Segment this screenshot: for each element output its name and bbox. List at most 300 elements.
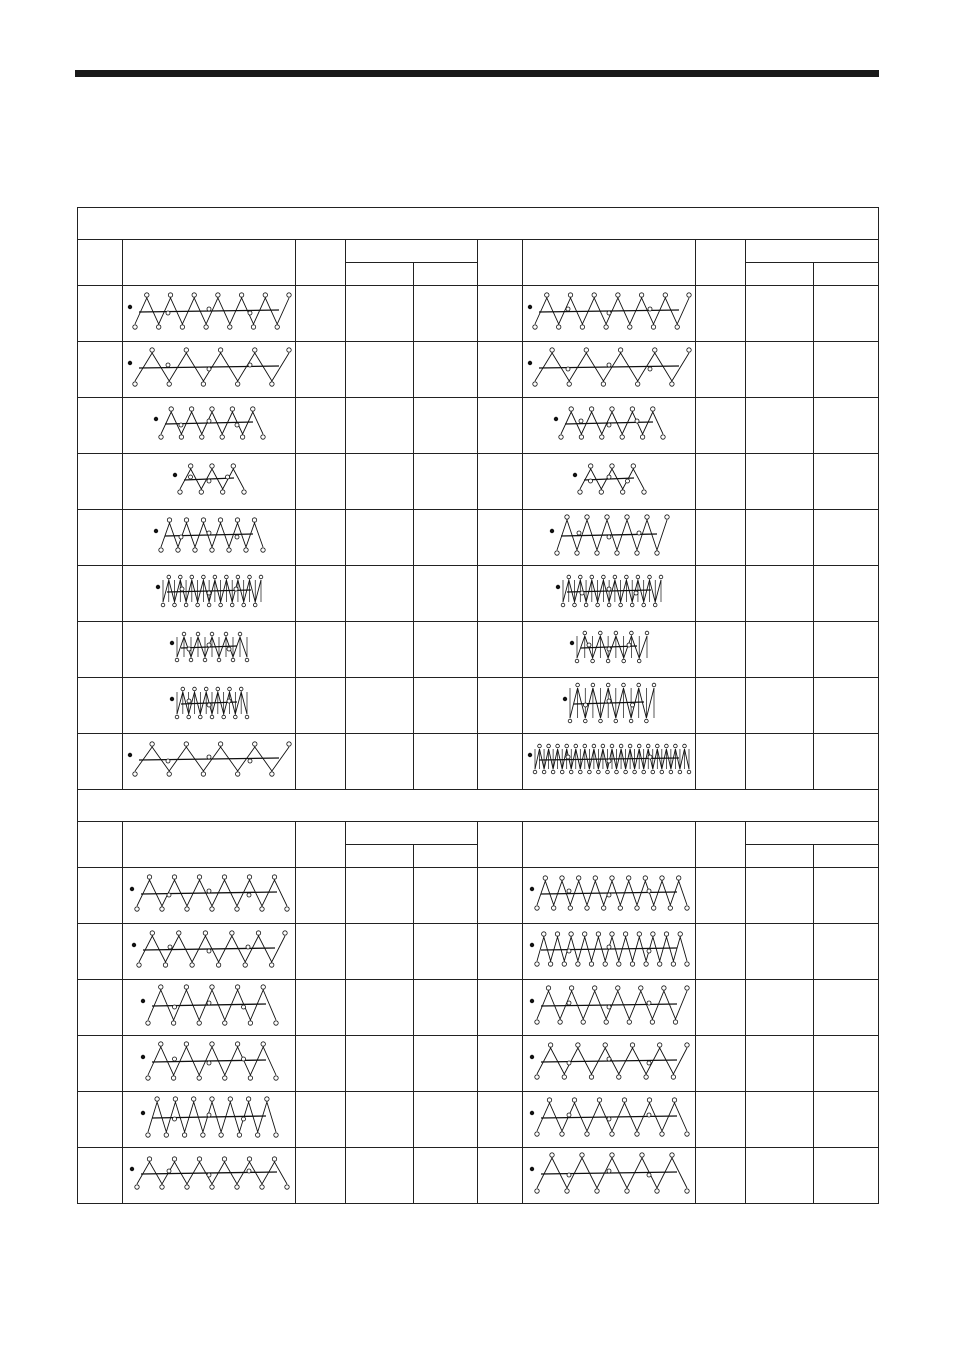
needle-point-marker: [555, 551, 559, 555]
needle-point-marker: [133, 772, 137, 776]
needle-point-marker: [180, 587, 184, 591]
table-row: [78, 342, 879, 398]
needle-point-marker: [603, 1043, 607, 1047]
pattern-value-b: [814, 1148, 879, 1204]
pattern-number: [478, 398, 523, 454]
needle-point-marker: [618, 348, 622, 352]
pattern-value-b: [814, 286, 879, 342]
needle-point-marker: [645, 515, 649, 519]
needle-point-marker: [161, 603, 165, 607]
needle-point-marker: [567, 1001, 571, 1005]
needle-point-marker: [189, 407, 193, 411]
needle-point-marker: [548, 962, 552, 966]
needle-point-marker: [614, 719, 618, 723]
needle-point-marker: [568, 906, 572, 910]
pattern-cell: [523, 1148, 696, 1204]
needle-point-marker: [203, 931, 207, 935]
needle-point-marker: [239, 293, 243, 297]
pattern-cell: [123, 342, 296, 398]
pattern-cell: [123, 510, 296, 566]
needle-point-marker: [626, 479, 630, 483]
needle-point-marker: [576, 962, 580, 966]
needle-point-marker: [650, 1020, 654, 1024]
pattern-cell: [123, 868, 296, 924]
stitch-pattern-diagram: [524, 1092, 694, 1142]
needle-point-marker: [585, 1132, 589, 1136]
needle-point-marker: [168, 945, 172, 949]
needle-point-marker: [656, 744, 660, 748]
needle-point-marker: [171, 1076, 175, 1080]
needle-point-marker: [550, 348, 554, 352]
stitch-pattern-diagram: [524, 566, 694, 616]
start-point-marker: [530, 1055, 534, 1059]
needle-point-marker: [615, 551, 619, 555]
pattern-value-width: [296, 566, 346, 622]
needle-point-marker: [185, 1185, 189, 1189]
needle-point-marker: [155, 1097, 159, 1101]
start-point-marker: [528, 305, 532, 309]
pattern-cell: [123, 734, 296, 790]
pattern-value-b: [814, 342, 879, 398]
pattern-value-width: [296, 980, 346, 1036]
needle-point-marker: [201, 382, 205, 386]
needle-point-marker: [574, 744, 578, 748]
pattern-value-width: [696, 622, 746, 678]
needle-point-marker: [283, 931, 287, 935]
needle-point-marker: [213, 575, 217, 579]
stitch-pattern-diagram: [124, 286, 294, 336]
start-point-marker: [530, 943, 534, 947]
needle-point-marker: [147, 875, 151, 879]
needle-point-marker: [622, 659, 626, 663]
needle-point-marker: [630, 407, 634, 411]
needle-point-marker: [533, 382, 537, 386]
pattern-number: [478, 454, 523, 510]
needle-point-marker: [169, 407, 173, 411]
needle-point-marker: [636, 575, 640, 579]
needle-point-marker: [252, 518, 256, 522]
needle-point-marker: [197, 875, 201, 879]
needle-point-marker: [627, 643, 631, 647]
needle-point-marker: [207, 703, 211, 707]
needle-point-marker: [607, 759, 611, 763]
needle-point-marker: [193, 687, 197, 691]
header-row: [78, 240, 879, 263]
pattern-cell: [523, 678, 696, 734]
needle-point-marker: [585, 515, 589, 519]
needle-point-marker: [547, 1098, 551, 1102]
needle-point-marker: [671, 962, 675, 966]
needle-point-marker: [567, 1113, 571, 1117]
pattern-value-width: [696, 924, 746, 980]
pattern-value-a: [346, 980, 414, 1036]
needle-point-marker: [576, 1043, 580, 1047]
needle-point-marker: [635, 551, 639, 555]
pattern-cell: [123, 678, 296, 734]
needle-point-marker: [660, 1132, 664, 1136]
needle-point-marker: [222, 1157, 226, 1161]
needle-point-marker: [659, 575, 663, 579]
needle-point-marker: [579, 419, 583, 423]
needle-point-marker: [235, 1042, 239, 1046]
needle-point-marker: [226, 475, 230, 479]
needle-point-marker: [623, 932, 627, 936]
pattern-value-a: [746, 980, 814, 1036]
needle-point-marker: [685, 1189, 689, 1193]
needle-point-marker: [199, 490, 203, 494]
pattern-value-a: [346, 566, 414, 622]
needle-point-marker: [685, 1043, 689, 1047]
stitch-pattern-diagram: [524, 1148, 694, 1198]
needle-point-marker: [167, 382, 171, 386]
stitch-pattern-diagram: [524, 454, 694, 504]
needle-point-marker: [207, 591, 211, 595]
pattern-cell: [123, 454, 296, 510]
needle-point-marker: [533, 325, 537, 329]
needle-point-marker: [217, 658, 221, 662]
needle-point-marker: [568, 719, 572, 723]
needle-point-marker: [613, 575, 617, 579]
needle-point-marker: [159, 548, 163, 552]
pattern-number: [78, 398, 123, 454]
needle-point-marker: [210, 985, 214, 989]
needle-point-marker: [662, 986, 666, 990]
table-row: [78, 980, 879, 1036]
start-point-marker: [156, 585, 160, 589]
needle-point-marker: [189, 464, 193, 468]
needle-point-marker: [565, 515, 569, 519]
pattern-value-b: [414, 398, 478, 454]
needle-point-marker: [256, 931, 260, 935]
table-row: [78, 1148, 879, 1204]
needle-point-marker: [227, 647, 231, 651]
needle-point-marker: [567, 575, 571, 579]
needle-point-marker: [635, 1132, 639, 1136]
needle-point-marker: [535, 1020, 539, 1024]
pattern-value-a: [346, 1148, 414, 1204]
needle-point-marker: [240, 435, 244, 439]
needle-point-marker: [569, 770, 573, 774]
pattern-value-a: [346, 678, 414, 734]
needle-point-marker: [543, 876, 547, 880]
pattern-value-width: [296, 1092, 346, 1148]
stitch-pattern-diagram: [524, 678, 694, 728]
needle-point-marker: [579, 435, 583, 439]
needle-point-marker: [607, 893, 611, 897]
needle-point-marker: [285, 1185, 289, 1189]
needle-point-marker: [591, 683, 595, 687]
needle-point-marker: [651, 932, 655, 936]
needle-point-marker: [584, 703, 588, 707]
needle-point-marker: [133, 382, 137, 386]
needle-point-marker: [558, 1020, 562, 1024]
start-point-marker: [563, 697, 567, 701]
needle-point-marker: [210, 1042, 214, 1046]
needle-point-marker: [246, 1097, 250, 1101]
pattern-value-width: [296, 868, 346, 924]
needle-point-marker: [163, 963, 167, 967]
needle-point-marker: [218, 518, 222, 522]
stitch-pattern-diagram: [124, 510, 294, 560]
needle-point-marker: [245, 715, 249, 719]
needle-point-marker: [635, 419, 639, 423]
start-point-marker: [530, 887, 534, 891]
needle-point-marker: [173, 1097, 177, 1101]
needle-point-marker: [579, 770, 583, 774]
start-point-marker: [528, 753, 532, 757]
pattern-cell: [123, 1148, 296, 1204]
needle-point-marker: [566, 367, 570, 371]
start-point-marker: [528, 361, 532, 365]
needle-point-marker: [159, 985, 163, 989]
needle-point-marker: [648, 755, 652, 759]
needle-point-marker: [630, 603, 634, 607]
start-point-marker: [154, 529, 158, 533]
needle-point-marker: [253, 348, 257, 352]
header-pattern: [523, 822, 696, 868]
needle-point-marker: [645, 631, 649, 635]
needle-point-marker: [647, 1173, 651, 1177]
pattern-cell: [523, 980, 696, 1036]
needle-point-marker: [597, 770, 601, 774]
needle-point-marker: [567, 1061, 571, 1065]
needle-point-marker: [660, 876, 664, 880]
needle-point-marker: [587, 643, 591, 647]
pattern-value-width: [296, 454, 346, 510]
pattern-value-width: [696, 1148, 746, 1204]
pattern-value-b: [814, 1092, 879, 1148]
needle-point-marker: [236, 772, 240, 776]
needle-point-marker: [189, 475, 193, 479]
needle-point-marker: [272, 1157, 276, 1161]
start-point-marker: [128, 753, 132, 757]
needle-point-marker: [235, 907, 239, 911]
needle-point-marker: [228, 1097, 232, 1101]
start-point-marker: [556, 585, 560, 589]
needle-point-marker: [665, 515, 669, 519]
needle-point-marker: [552, 906, 556, 910]
needle-point-marker: [243, 963, 247, 967]
needle-point-marker: [670, 382, 674, 386]
pattern-cell: [523, 510, 696, 566]
table-row: [78, 678, 879, 734]
needle-point-marker: [184, 348, 188, 352]
needle-point-marker: [616, 986, 620, 990]
header-sub-a: [746, 263, 814, 286]
pattern-value-width: [696, 286, 746, 342]
pattern-number: [78, 1148, 123, 1204]
needle-point-marker: [147, 1157, 151, 1161]
needle-point-marker: [207, 307, 211, 311]
needle-point-marker: [590, 575, 594, 579]
needle-point-marker: [210, 548, 214, 552]
needle-point-marker: [664, 932, 668, 936]
needle-point-marker: [661, 435, 665, 439]
needle-point-marker: [567, 949, 571, 953]
pattern-value-a: [346, 342, 414, 398]
start-point-marker: [130, 887, 134, 891]
needle-point-marker: [673, 1020, 677, 1024]
needle-point-marker: [599, 719, 603, 723]
start-point-marker: [573, 473, 577, 477]
needle-point-marker: [619, 744, 623, 748]
needle-point-marker: [637, 531, 641, 535]
pattern-value-a: [346, 1036, 414, 1092]
needle-point-marker: [216, 293, 220, 297]
needle-point-marker: [256, 1133, 260, 1137]
needle-point-marker: [631, 703, 635, 707]
needle-point-marker: [584, 348, 588, 352]
needle-point-marker: [242, 1005, 246, 1009]
needle-point-marker: [242, 603, 246, 607]
pattern-value-a: [346, 398, 414, 454]
needle-point-marker: [542, 932, 546, 936]
needle-point-marker: [179, 535, 183, 539]
needle-point-marker: [133, 325, 137, 329]
needle-point-marker: [595, 1189, 599, 1193]
stitch-pattern-diagram: [124, 924, 294, 974]
header-no: [478, 240, 523, 286]
pattern-value-b: [814, 1036, 879, 1092]
needle-point-marker: [595, 551, 599, 555]
needle-point-marker: [573, 603, 577, 607]
pattern-value-width: [696, 566, 746, 622]
needle-point-marker: [610, 407, 614, 411]
needle-point-marker: [569, 986, 573, 990]
needle-point-marker: [556, 744, 560, 748]
needle-point-marker: [274, 1021, 278, 1025]
needle-point-marker: [251, 325, 255, 329]
needle-point-marker: [648, 575, 652, 579]
needle-point-marker: [173, 603, 177, 607]
needle-point-marker: [583, 631, 587, 635]
needle-point-marker: [274, 1076, 278, 1080]
needle-point-marker: [640, 1153, 644, 1157]
stitch-pattern-diagram: [124, 868, 294, 918]
pattern-value-b: [814, 734, 879, 790]
needle-point-marker: [207, 531, 211, 535]
needle-point-marker: [160, 907, 164, 911]
needle-point-marker: [584, 603, 588, 607]
needle-point-marker: [201, 1133, 205, 1137]
needle-point-marker: [193, 548, 197, 552]
needle-point-marker: [182, 632, 186, 636]
needle-point-marker: [248, 575, 252, 579]
needle-point-marker: [625, 1189, 629, 1193]
needle-point-marker: [167, 575, 171, 579]
needle-point-marker: [261, 1042, 265, 1046]
needle-point-marker: [581, 1020, 585, 1024]
needle-point-marker: [675, 325, 679, 329]
needle-point-marker: [179, 575, 183, 579]
needle-point-marker: [665, 744, 669, 748]
needle-point-marker: [670, 1153, 674, 1157]
needle-point-marker: [287, 293, 291, 297]
header-length: [346, 240, 478, 263]
needle-point-marker: [687, 293, 691, 297]
needle-point-marker: [159, 1042, 163, 1046]
needle-point-marker: [562, 962, 566, 966]
start-point-marker: [141, 1111, 145, 1115]
needle-point-marker: [187, 647, 191, 651]
needle-point-marker: [150, 348, 154, 352]
needle-point-marker: [207, 1001, 211, 1005]
needle-point-marker: [566, 307, 570, 311]
needle-point-marker: [630, 1043, 634, 1047]
pattern-number: [478, 510, 523, 566]
needle-point-marker: [135, 907, 139, 911]
needle-point-marker: [548, 1043, 552, 1047]
needle-point-marker: [242, 490, 246, 494]
pattern-value-width: [296, 1036, 346, 1092]
needle-point-marker: [599, 490, 603, 494]
needle-point-marker: [265, 1097, 269, 1101]
pattern-value-b: [414, 566, 478, 622]
start-point-marker: [141, 999, 145, 1003]
needle-point-marker: [259, 575, 263, 579]
needle-point-marker: [610, 932, 614, 936]
pattern-number: [478, 286, 523, 342]
stitch-pattern-diagram: [524, 868, 694, 918]
pattern-value-a: [346, 868, 414, 924]
pattern-cell: [523, 286, 696, 342]
needle-point-marker: [192, 293, 196, 297]
needle-point-marker: [683, 744, 687, 748]
needle-point-marker: [218, 742, 222, 746]
needle-point-marker: [593, 876, 597, 880]
header-no: [78, 822, 123, 868]
pattern-value-width: [696, 1036, 746, 1092]
needle-point-marker: [560, 876, 564, 880]
needle-point-marker: [221, 490, 225, 494]
needle-point-marker: [146, 1076, 150, 1080]
needle-point-marker: [620, 435, 624, 439]
needle-point-marker: [580, 1153, 584, 1157]
pattern-value-width: [696, 980, 746, 1036]
needle-point-marker: [216, 687, 220, 691]
needle-point-marker: [625, 575, 629, 579]
needle-point-marker: [173, 1057, 177, 1061]
needle-point-marker: [603, 962, 607, 966]
needle-point-marker: [651, 407, 655, 411]
needle-point-marker: [192, 1097, 196, 1101]
pattern-value-b: [414, 510, 478, 566]
needle-point-marker: [245, 658, 249, 662]
pattern-number: [78, 1092, 123, 1148]
needle-point-marker: [678, 770, 682, 774]
pattern-value-b: [414, 734, 478, 790]
pattern-number: [78, 980, 123, 1036]
pattern-value-width: [696, 868, 746, 924]
needle-point-marker: [207, 1061, 211, 1065]
needle-point-marker: [643, 876, 647, 880]
needle-point-marker: [247, 1157, 251, 1161]
needle-point-marker: [596, 603, 600, 607]
needle-point-marker: [607, 647, 611, 651]
needle-point-marker: [663, 293, 667, 297]
needle-point-marker: [647, 949, 651, 953]
pattern-value-a: [346, 622, 414, 678]
start-point-marker: [128, 361, 132, 365]
header-sub-a: [746, 845, 814, 868]
stitch-pattern-diagram: [524, 286, 694, 336]
needle-point-marker: [606, 683, 610, 687]
pattern-number: [478, 566, 523, 622]
pattern-cell: [523, 398, 696, 454]
needle-point-marker: [648, 367, 652, 371]
pattern-number: [478, 1148, 523, 1204]
pattern-number: [78, 734, 123, 790]
